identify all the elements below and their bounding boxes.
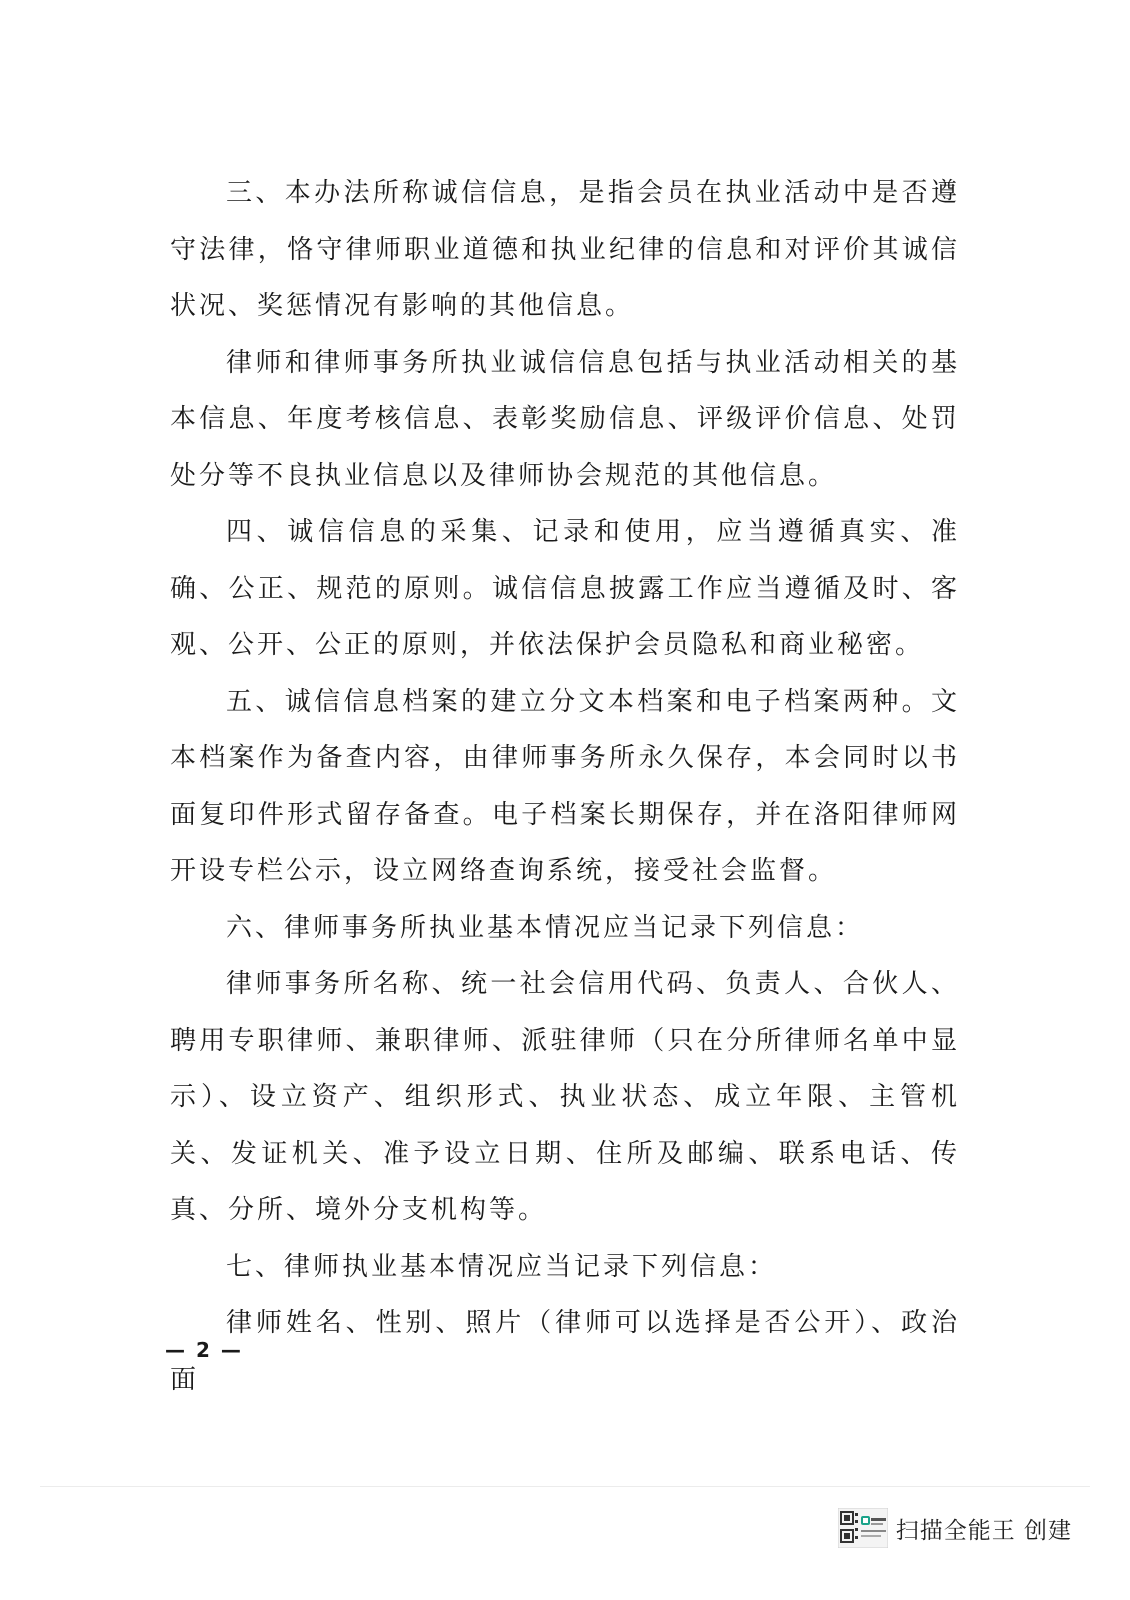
- paragraph-5: 六、律师事务所执业基本情况应当记录下列信息：: [226, 912, 865, 943]
- paragraph-7: 七、律师执业基本情况应当记录下列信息：: [226, 1251, 778, 1282]
- paragraph-4: 五、诚信信息档案的建立分文本档案和电子档案两种。文本档案作为备查内容，由律师事务所永久保存，本会同时以书面复印件形式留存备查。电子档案长期保存，并在洛阳律师网开设专栏公示，设立网络查询系统，接受社会监督。: [170, 686, 960, 886]
- watermark-text: 扫描全能王 创建: [895, 1517, 1072, 1544]
- camscanner-logo-icon: [838, 1508, 888, 1548]
- bottom-divider: [40, 1486, 1090, 1487]
- paragraph-3: 四、诚信信息的采集、记录和使用，应当遵循真实、准确、公正、规范的原则。诚信信息披露工作应当遵循及时、客观、公开、公正的原则，并依法保护会员隐私和商业秘密。: [170, 517, 960, 660]
- paragraph-2: 律师和律师事务所执业诚信信息包括与执业活动相关的基本信息、年度考核信息、表彰奖励信息、评级评价信息、处罚处分等不良执业信息以及律师协会规范的其他信息。: [170, 347, 960, 491]
- page-number: — 2 —: [165, 1338, 243, 1362]
- paragraph-1: 三、本办法所称诚信信息，是指会员在执业活动中是否遵守法律，恪守律师职业道德和执业纪律的信息和对评价其诚信状况、奖惩情况有影响的其他信息。: [170, 178, 960, 321]
- paragraph-6: 律师事务所名称、统一社会信用代码、负责人、合伙人、聘用专职律师、兼职律师、派驻律师（只在分所律师名单中显示）、设立资产、组织形式、执业状态、成立年限、主管机关、发证机关、准予设立日期、住所及邮编、联系电话、传真、分所、境外分支机构等。: [170, 969, 960, 1225]
- scanner-watermark: [838, 1508, 1072, 1548]
- document-body: [170, 165, 960, 1408]
- paragraph-8: 律师姓名、性别、照片（律师可以选择是否公开）、政治面: [170, 1308, 960, 1395]
